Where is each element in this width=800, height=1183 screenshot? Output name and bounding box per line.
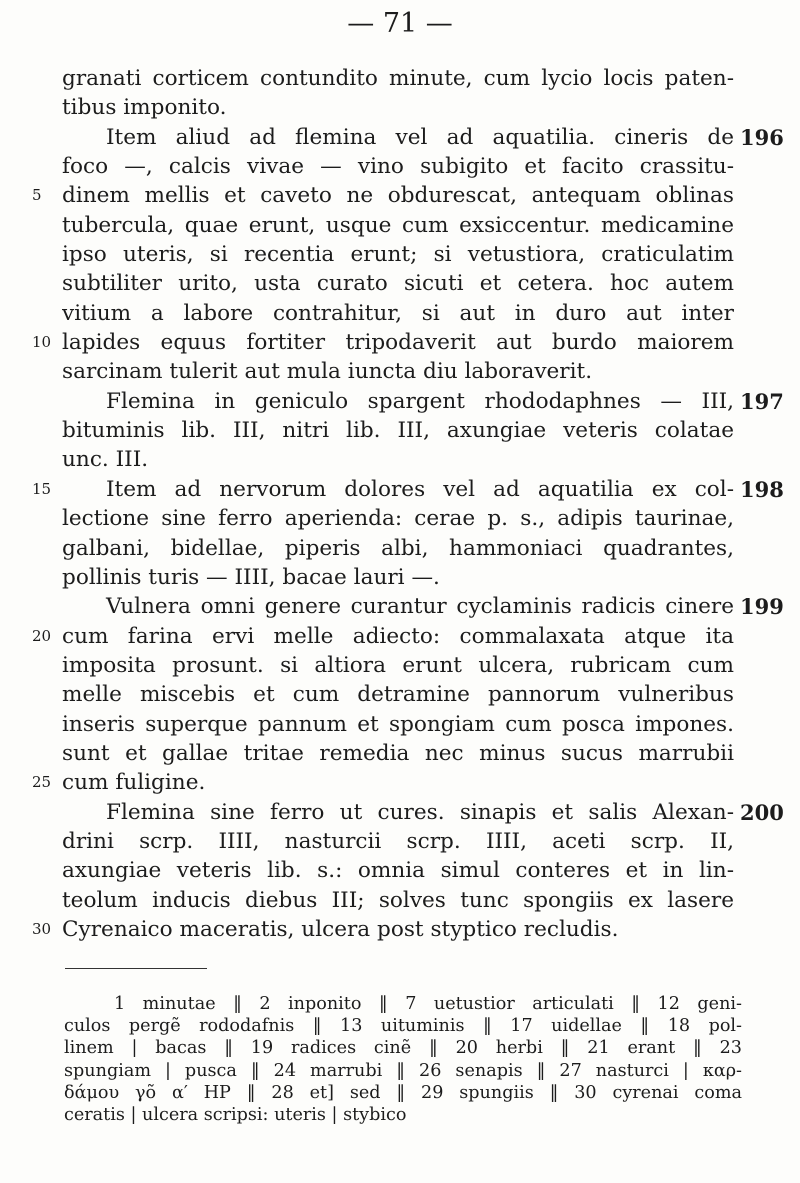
line-text: lapides equus fortiter tripodaverit aut burdo maiorem — [62, 330, 734, 356]
main-text — [32, 64, 784, 944]
apparatus-line: ceratis | ulcera scripsi: uteris | stybico — [64, 1104, 407, 1125]
line-text: granati corticem contundito minute, cum lycio locis paten- — [62, 66, 734, 91]
text-line — [32, 328, 734, 357]
text-line — [62, 856, 734, 885]
line-number: 30 — [32, 919, 52, 938]
text-line — [62, 357, 734, 386]
section-number: 200 — [740, 799, 784, 825]
section-number: 196 — [740, 124, 784, 150]
text-line — [62, 886, 734, 915]
line-text: subtiliter urito, usta curato sicuti et cetera. hoc autem — [62, 271, 734, 297]
line-text: teolum inducis diebus III; solves tunc spongiis ex lasere — [62, 887, 734, 913]
text-line — [62, 592, 784, 621]
text-line — [62, 152, 734, 181]
line-number: 20 — [32, 626, 52, 645]
text-line — [62, 387, 784, 416]
text-line — [62, 827, 734, 856]
section-number: 199 — [740, 594, 784, 620]
text-line — [62, 211, 734, 240]
apparatus-line: 1 minutae ‖ 2 inponito ‖ 7 uetustior articulati ‖ 12 geni- — [114, 994, 742, 1014]
text-line — [32, 475, 784, 504]
text-line — [62, 416, 734, 445]
line-text: sarcinam tulerit aut mula iuncta diu laboraverit. — [62, 359, 593, 385]
line-text: imposita prosunt. si altiora erunt ulcera, rubricam cum — [62, 652, 734, 678]
text-line — [32, 915, 734, 944]
line-text: ipso uteris, si recentia erunt; si vetustiora, craticulatim — [62, 242, 734, 268]
text-line — [62, 240, 734, 269]
line-text: sunt et gallae tritae remedia nec minus sucus marrubii — [62, 740, 734, 766]
line-text: vitium a labore contrahitur, si aut in duro aut inter — [62, 300, 734, 326]
line-text: Item ad nervorum dolores vel ad aquatilia ex col- — [106, 476, 734, 502]
apparatus-line: culos pergẽ rododafnis ‖ 13 uituminis ‖ 17 uidellae ‖ 18 pol- — [64, 1016, 742, 1037]
line-text: Item aliud ad flemina vel ad aquatilia. cineris de — [106, 124, 734, 150]
line-text: dinem mellis et caveto ne obdurescat, antequam oblinas — [62, 183, 734, 209]
apparatus-line: linem | bacas ‖ 19 radices cinẽ ‖ 20 herbi ‖ 21 erant ‖ 23 — [64, 1038, 742, 1059]
text-line — [62, 739, 734, 768]
apparatus-line: δάμου γõ α′ HP ‖ 28 et] sed ‖ 29 spungiis ‖ 30 cyrenai coma — [64, 1082, 742, 1103]
text-line — [62, 563, 734, 592]
text-line — [62, 651, 734, 680]
section-number: 197 — [740, 388, 784, 414]
text-line — [62, 534, 734, 563]
line-number: 10 — [32, 333, 52, 352]
line-text: Vulnera omni genere curantur cyclaminis radicis cinere — [106, 594, 734, 620]
text-line — [62, 123, 784, 152]
text-line — [62, 93, 734, 122]
line-text: inseris superque pannum et spongiam cum posca impones. — [62, 711, 734, 737]
text-line — [62, 504, 734, 533]
page-number: — 71 — — [347, 8, 453, 39]
line-text: melle miscebis et cum detramine pannorum vulneribus — [62, 682, 734, 708]
apparatus-line: spungiam | pusca ‖ 24 marrubi ‖ 26 senapis ‖ 27 nasturci | καρ- — [64, 1060, 742, 1081]
line-text: galbani, bidellae, piperis albi, hammoniaci quadrantes, — [62, 535, 734, 561]
line-number: 5 — [32, 186, 42, 205]
line-text: tubercula, quae erunt, usque cum exsiccentur. medicamine — [62, 212, 734, 238]
line-text: axungiae veteris lib. s.: omnia simul conteres et in lin- — [62, 858, 734, 884]
line-text: foco —, calcis vivae — vino subigito et facito crassitu- — [62, 154, 734, 180]
line-text: cum fuligine. — [62, 770, 206, 796]
line-text: Flemina sine ferro ut cures. sinapis et salis Alexan- — [106, 799, 734, 825]
text-line — [62, 269, 734, 298]
line-text: tibus imponito. — [62, 95, 227, 121]
text-line — [32, 181, 734, 210]
line-text: pollinis turis — IIII, bacae lauri —. — [62, 564, 440, 590]
line-text: lectione sine ferro aperienda: cerae p. s., adipis taurinae, — [62, 506, 734, 532]
text-line — [62, 710, 734, 739]
text-line — [62, 680, 734, 709]
line-text: Flemina in geniculo spargent rhododaphnes — III, — [106, 388, 734, 414]
text-line — [32, 622, 734, 651]
section-number: 198 — [740, 476, 784, 502]
line-text: bituminis lib. III, nitri lib. III, axungiae veteris colatae — [62, 418, 734, 444]
line-number: 15 — [32, 479, 52, 498]
text-line — [62, 798, 784, 827]
text-line — [62, 445, 734, 474]
line-text: cum farina ervi melle adiecto: commalaxata atque ita — [62, 623, 734, 649]
text-line — [62, 299, 734, 328]
footnote-rule — [65, 968, 207, 969]
text-line — [32, 768, 734, 797]
line-text: unc. III. — [62, 447, 149, 473]
line-number: 25 — [32, 773, 52, 792]
text-line — [62, 64, 734, 93]
critical-apparatus — [64, 993, 742, 1126]
line-text: Cyrenaico maceratis, ulcera post styptico recludis. — [62, 916, 619, 942]
line-text: drini scrp. IIII, nasturcii scrp. IIII, aceti scrp. II, — [62, 828, 734, 854]
